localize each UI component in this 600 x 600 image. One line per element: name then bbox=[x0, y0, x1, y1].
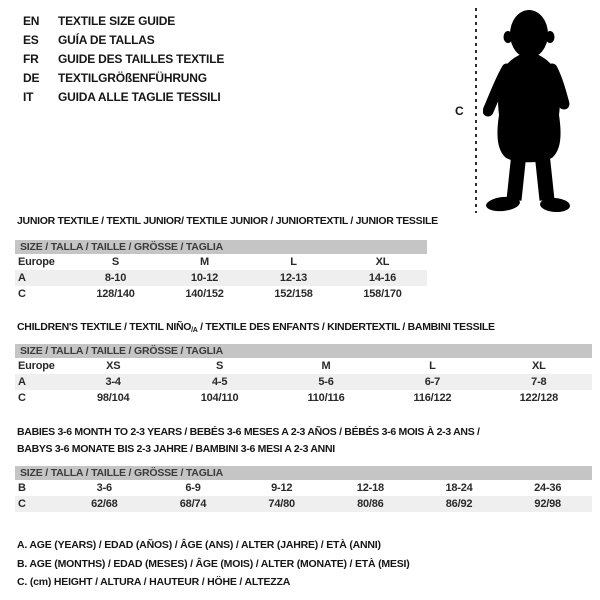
age-cell: 12-18 bbox=[356, 482, 384, 494]
table-row-age bbox=[15, 374, 592, 390]
language-code: FR bbox=[23, 51, 39, 66]
age-cell: 10-12 bbox=[190, 272, 219, 284]
babies-size-table bbox=[15, 466, 592, 512]
children-title-subscript: /A bbox=[191, 327, 198, 334]
babies-title-line1: BABIES 3-6 MONTH TO 2-3 YEARS / BEBÉS 3-6 MESES A 2-3 AÑOS / BÉBÉS 3-6 MOIS À 2-3 ANS / bbox=[17, 426, 480, 438]
junior-table-title: JUNIOR TEXTILE / TEXTIL JUNIOR/ TEXTILE JUNIOR / JUNIORTEXTIL / JUNIOR TESSILE bbox=[17, 215, 438, 227]
height-cell: 152/158 bbox=[274, 288, 313, 300]
row-label: Europe bbox=[18, 360, 55, 372]
junior-size-table bbox=[15, 240, 427, 302]
footnotes bbox=[17, 536, 410, 592]
table-row-europe bbox=[15, 254, 427, 270]
size-cell: XS bbox=[106, 360, 121, 372]
language-code: IT bbox=[23, 89, 34, 104]
table-row-height bbox=[15, 496, 592, 512]
children-title-post: / TEXTILE DES ENFANTS / KINDERTEXTIL / BAMBINI TESSILE bbox=[197, 321, 495, 333]
language-label: GUIDE DES TAILLES TEXTILE bbox=[58, 51, 225, 66]
language-label: TEXTILGRÖßENFÜHRUNG bbox=[58, 70, 207, 85]
row-label: B bbox=[18, 482, 26, 494]
height-dashed-line bbox=[475, 8, 477, 213]
language-row-fr bbox=[23, 49, 224, 68]
language-label: TEXTILE SIZE GUIDE bbox=[58, 13, 176, 28]
height-cell: 98/104 bbox=[96, 392, 130, 404]
language-code: ES bbox=[23, 32, 39, 47]
size-cell: L bbox=[290, 256, 297, 268]
age-cell: 14-16 bbox=[368, 272, 397, 284]
table-row-height bbox=[15, 286, 427, 302]
row-label: Europe bbox=[18, 256, 55, 268]
language-label: GUIDA ALLE TAGLIE TESSILI bbox=[58, 89, 221, 104]
children-size-table bbox=[15, 344, 592, 406]
age-cell: 3-4 bbox=[105, 376, 121, 388]
height-cell: 74/80 bbox=[268, 498, 295, 510]
footnote-b: B. AGE (MONTHS) / EDAD (MESES) / ÂGE (MOIS) / ALTER (MONATE) / ETÀ (MESI) bbox=[17, 557, 410, 570]
row-label: A bbox=[18, 272, 26, 284]
babies-table-title bbox=[17, 424, 480, 458]
height-cell: 122/128 bbox=[519, 392, 559, 404]
size-cell: M bbox=[200, 256, 209, 268]
height-cell: 62/68 bbox=[91, 498, 118, 510]
age-cell: 24-36 bbox=[534, 482, 562, 494]
table-row-height bbox=[15, 390, 592, 406]
size-cell: L bbox=[429, 360, 436, 372]
language-row-de bbox=[23, 68, 224, 87]
height-cell: 80/86 bbox=[357, 498, 384, 510]
size-cell: S bbox=[216, 360, 224, 372]
size-cell: S bbox=[111, 256, 120, 268]
height-cell: 158/170 bbox=[363, 288, 402, 300]
footnote-a: A. AGE (YEARS) / EDAD (AÑOS) / ÂGE (ANS) / ALTER (JAHRE) / ETÀ (ANNI) bbox=[17, 539, 381, 551]
row-label: C bbox=[18, 288, 26, 300]
language-list bbox=[23, 11, 224, 106]
age-cell: 7-8 bbox=[531, 376, 547, 388]
age-cell: 6-9 bbox=[185, 482, 201, 494]
babies-title-line2: BABYS 3-6 MONATE BIS 2-3 JAHRE / BAMBINI 3-6 MESI A 2-3 ANNI bbox=[17, 443, 335, 455]
size-cell: XL bbox=[375, 256, 390, 268]
height-cell: 110/116 bbox=[307, 392, 345, 404]
age-cell: 12-13 bbox=[279, 272, 308, 284]
height-cell: 68/74 bbox=[179, 498, 207, 510]
row-label: C bbox=[18, 498, 26, 510]
baby-silhouette-icon bbox=[483, 3, 595, 218]
age-cell: 9-12 bbox=[271, 482, 293, 494]
age-cell: 8-10 bbox=[104, 272, 127, 284]
age-cell: 4-5 bbox=[211, 376, 228, 388]
age-cell: 5-6 bbox=[318, 376, 334, 388]
language-label: GUÍA DE TALLAS bbox=[58, 32, 155, 47]
language-code: DE bbox=[23, 70, 40, 85]
table-row-age bbox=[15, 270, 427, 286]
size-cell: M bbox=[321, 360, 331, 372]
height-cell: 116/122 bbox=[413, 392, 452, 404]
age-cell: 3-6 bbox=[96, 482, 112, 494]
language-row-es bbox=[23, 30, 224, 49]
age-cell: 18-24 bbox=[445, 482, 473, 494]
height-marker-label: C bbox=[455, 104, 464, 118]
size-header-bar: SIZE / TALLA / TAILLE / GRÖSSE / TAGLIA bbox=[15, 240, 427, 254]
size-header-bar: SIZE / TALLA / TAILLE / GRÖSSE / TAGLIA bbox=[15, 344, 592, 358]
language-row-it bbox=[23, 87, 224, 106]
height-cell: 140/152 bbox=[185, 288, 224, 300]
age-cell: 6-7 bbox=[424, 376, 441, 388]
height-cell: 104/110 bbox=[200, 392, 239, 404]
height-cell: 86/92 bbox=[445, 498, 473, 510]
size-cell: XL bbox=[532, 360, 546, 372]
table-row-age-months bbox=[15, 480, 592, 496]
language-code: EN bbox=[23, 13, 40, 28]
row-label: A bbox=[18, 376, 26, 388]
height-cell: 92/98 bbox=[534, 498, 561, 510]
table-row-europe bbox=[15, 358, 592, 374]
language-row-en bbox=[23, 11, 224, 30]
size-header-bar: SIZE / TALLA / TAILLE / GRÖSSE / TAGLIA bbox=[15, 466, 592, 480]
children-title-pre: CHILDREN'S TEXTILE / TEXTIL NIÑO bbox=[17, 321, 192, 333]
footnote-c: C. (cm) HEIGHT / ALTURA / HAUTEUR / HÖHE / ALTEZZA bbox=[17, 576, 291, 589]
height-cell: 128/140 bbox=[96, 288, 135, 300]
children-table-title bbox=[17, 321, 495, 334]
row-label: C bbox=[18, 392, 26, 404]
